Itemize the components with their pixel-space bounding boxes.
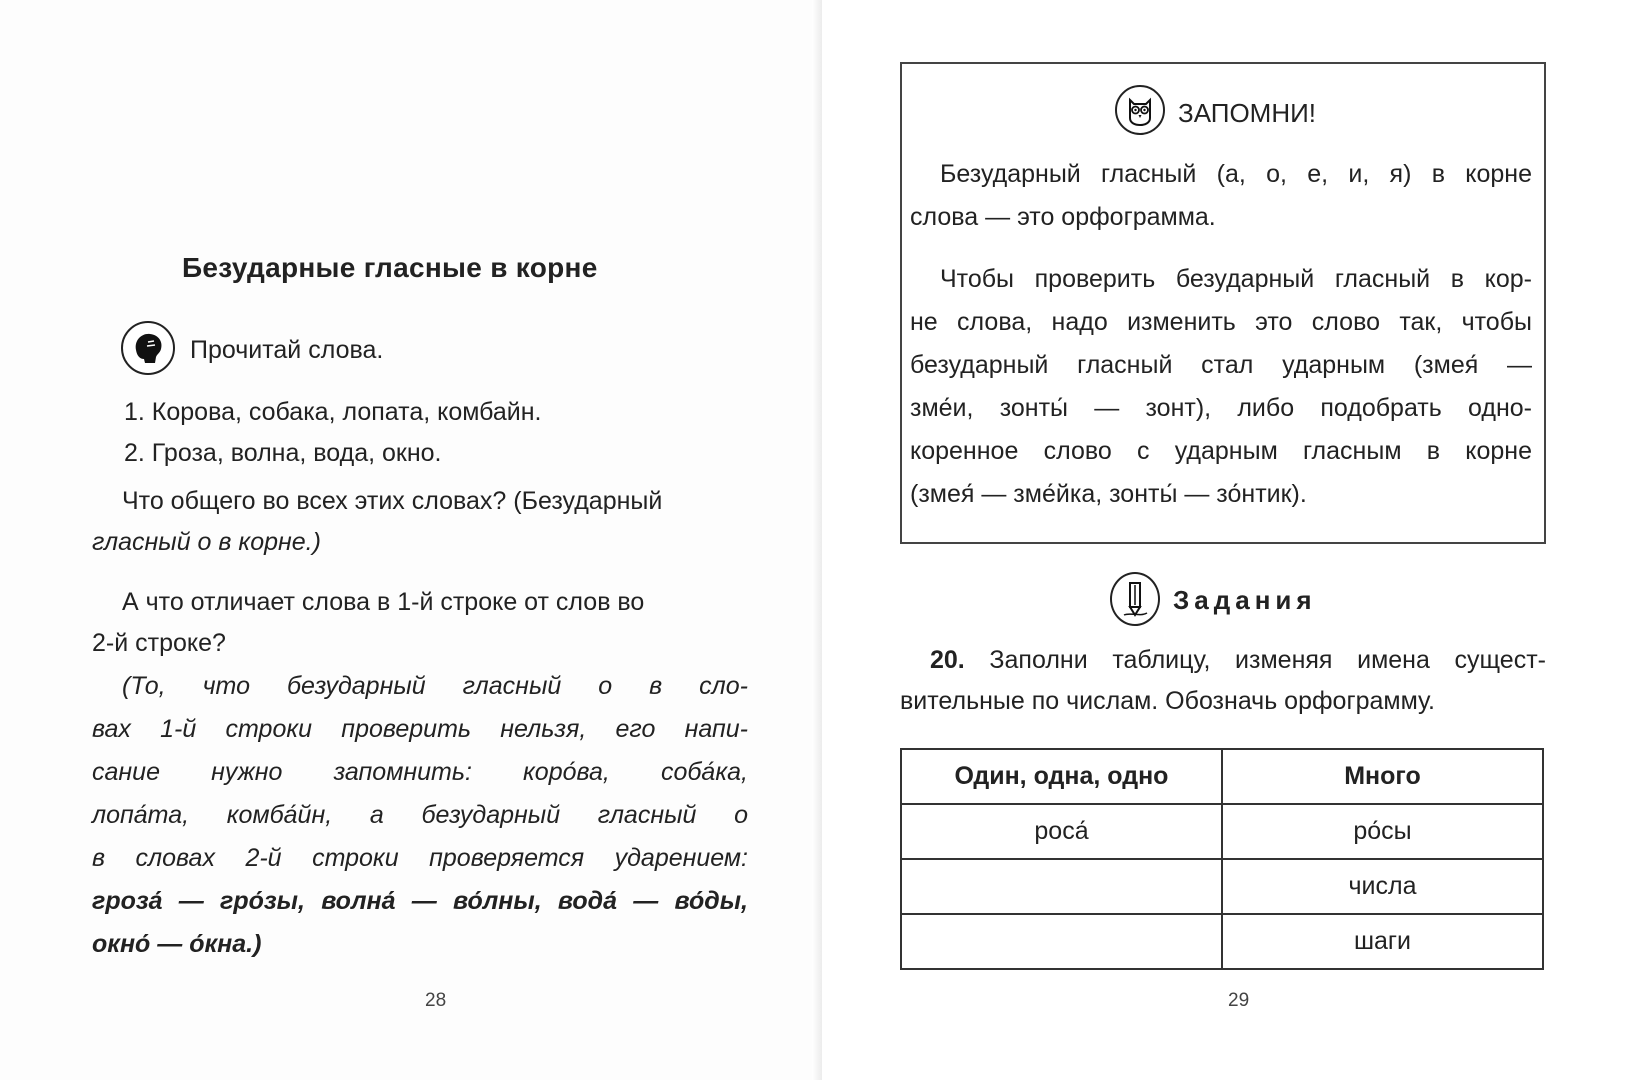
task-line: вительные по числам. Обозначь орфограмму.: [900, 687, 1435, 715]
answer-line: лопа́та, комба́йн, а безударный гласный о: [92, 801, 748, 829]
question-2: [92, 582, 752, 664]
table-header-row: [901, 749, 1543, 804]
table-header-cell: Один, одна, одно: [901, 749, 1222, 804]
answer-line: гроза́ — гро́зы, волна́ — во́лны, вода́ — во́ды,: [92, 887, 748, 915]
answer-line: в словах 2-й строки проверяется ударением:: [92, 844, 748, 872]
rule-line: коренное слово с ударным гласным в корне: [910, 437, 1532, 465]
task-text: Заполни таблицу, изменяя имена сущест-: [989, 646, 1546, 674]
question-2-line: 2-й строке?: [92, 629, 226, 657]
table-header-cell: Много: [1222, 749, 1543, 804]
pencil-icon: [1110, 572, 1160, 626]
answer-line: (То, что безударный гласный о в сло-: [122, 672, 748, 700]
word-line: 1. Корова, собака, лопата, комбайн.: [124, 398, 542, 426]
table-cell[interactable]: шаги: [1222, 914, 1543, 969]
page-number-left: 28: [425, 990, 447, 1011]
answer-block: [92, 665, 748, 966]
task-line: [900, 640, 1546, 681]
table-cell[interactable]: [901, 859, 1222, 914]
question-1-line: Что общего во всех этих словах? (Безударный: [122, 487, 663, 515]
tasks-header: Задания: [1173, 585, 1317, 615]
rule-line: Безударный гласный (а, о, е, и, я) в корне: [940, 160, 1532, 188]
rule-line: безударный гласный стал ударным (змея́ —: [910, 351, 1532, 379]
task-20: [900, 640, 1546, 722]
owl-icon: [1115, 85, 1165, 135]
rule-line: не слова, надо изменить это слово так, чтобы: [910, 308, 1532, 336]
rule-paragraph-2: [910, 258, 1532, 516]
answer-line: окно́ — о́кна.): [92, 930, 262, 958]
page-title: Безударные гласные в корне: [182, 252, 598, 283]
table-row: [901, 859, 1543, 914]
answer-line: вах 1-й строки проверить нельзя, его напи-: [92, 715, 748, 743]
rule-line: Чтобы проверить безударный гласный в кор-: [940, 265, 1532, 293]
instruction-text: Прочитай слова.: [190, 336, 384, 364]
rule-paragraph-1: [910, 153, 1532, 239]
task-number: 20.: [930, 646, 965, 674]
rule-line: зме́и, зонты́ — зонт), либо подобрать одно-: [910, 394, 1532, 422]
table-cell[interactable]: [901, 914, 1222, 969]
table-cell[interactable]: ро́сы: [1222, 804, 1543, 859]
rule-line: слова — это орфограмма.: [910, 203, 1216, 231]
word-lines: [124, 392, 724, 474]
question-1: [92, 481, 752, 563]
question-1-line: гласный о в корне.): [92, 528, 321, 556]
task-table: [900, 748, 1544, 970]
table-row: [901, 804, 1543, 859]
word-line: 2. Гроза, волна, вода, окно.: [124, 439, 442, 467]
table-cell[interactable]: числа: [1222, 859, 1543, 914]
question-2-line: А что отличает слова в 1-й строке от слов во: [122, 588, 645, 616]
reading-head-icon: [121, 321, 175, 375]
table-row: [901, 914, 1543, 969]
table-cell[interactable]: роса́: [901, 804, 1222, 859]
answer-line: сание нужно запомнить: коро́ва, соба́ка,: [92, 758, 748, 786]
remember-header: ЗАПОМНИ!: [1178, 98, 1317, 128]
rule-line: (змея́ — зме́йка, зонты́ — зо́нтик).: [910, 480, 1307, 508]
page-number-right: 29: [1228, 990, 1250, 1011]
